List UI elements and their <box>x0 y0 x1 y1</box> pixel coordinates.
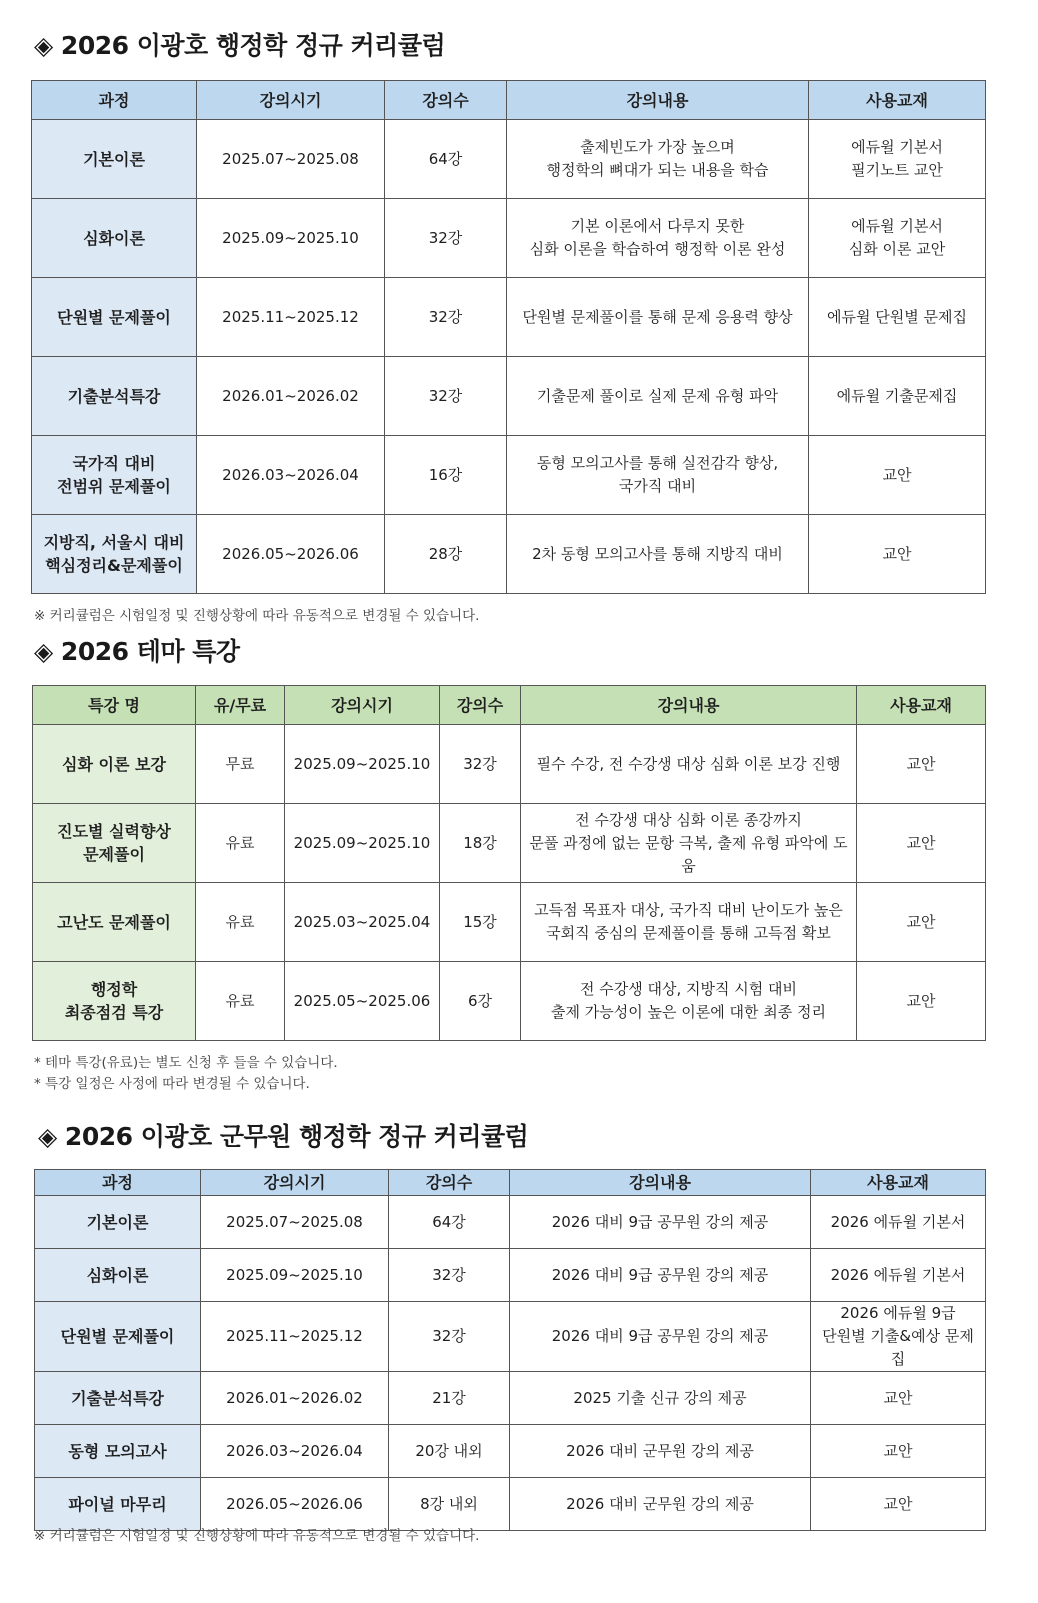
table-cell: 2025 기출 신규 강의 제공 <box>510 1372 811 1425</box>
table-row <box>33 725 986 804</box>
footnote: ※ 커리큘럼은 시험일정 및 진행상황에 따라 유동적으로 변경될 수 있습니다. <box>34 608 480 624</box>
column-header: 강의수 <box>385 81 507 120</box>
table-cell: 전 수강생 대상 심화 이론 종강까지 문풀 과정에 없는 문항 극복, 출제 유형 파악에 도움 <box>521 804 857 883</box>
section2-title: ◈ 2026 테마 특강 <box>34 637 240 666</box>
table-cell: 2026 대비 9급 공무원 강의 제공 <box>510 1249 811 1302</box>
table-cell: 2025.03~2025.04 <box>285 883 440 962</box>
table-cell: 2026.05~2026.06 <box>201 1478 389 1531</box>
footnote: * 특강 일정은 사정에 따라 변경될 수 있습니다. <box>34 1076 310 1092</box>
table-cell: 16강 <box>385 436 507 515</box>
table-cell: 2025.09~2025.10 <box>197 199 385 278</box>
row-label-cell: 단원별 문제풀이 <box>32 278 197 357</box>
table-cell: 2026 에듀윌 9급 단원별 기출&예상 문제집 <box>811 1302 986 1372</box>
table-row <box>32 515 986 594</box>
row-label-cell: 기본이론 <box>35 1196 201 1249</box>
row-label-cell: 심화이론 <box>32 199 197 278</box>
table-cell: 18강 <box>440 804 521 883</box>
table-row <box>35 1425 986 1478</box>
table-cell: 64강 <box>385 120 507 199</box>
table-cell: 교안 <box>809 436 986 515</box>
table-cell: 2025.07~2025.08 <box>197 120 385 199</box>
curriculum-table <box>31 80 986 594</box>
table-row <box>35 1478 986 1531</box>
table-cell: 교안 <box>811 1478 986 1531</box>
table-cell: 에듀윌 단원별 문제집 <box>809 278 986 357</box>
row-label-cell: 파이널 마무리 <box>35 1478 201 1531</box>
row-label-cell: 동형 모의고사 <box>35 1425 201 1478</box>
column-header: 강의수 <box>440 686 521 725</box>
table-cell: 2025.09~2025.10 <box>285 804 440 883</box>
row-label-cell: 진도별 실력향상 문제풀이 <box>33 804 196 883</box>
column-header: 강의내용 <box>521 686 857 725</box>
column-header: 과정 <box>32 81 197 120</box>
table-row <box>33 962 986 1041</box>
table-cell: 2026.03~2026.04 <box>197 436 385 515</box>
table-cell: 6강 <box>440 962 521 1041</box>
table-row <box>32 357 986 436</box>
table-cell: 2026 대비 군무원 강의 제공 <box>510 1478 811 1531</box>
table-cell: 교안 <box>857 804 986 883</box>
table-cell: 고득점 목표자 대상, 국가직 대비 난이도가 높은 국회직 중심의 문제풀이를 통해 고득점 확보 <box>521 883 857 962</box>
table-row <box>35 1196 986 1249</box>
table-cell: 교안 <box>811 1425 986 1478</box>
table-cell: 2025.05~2025.06 <box>285 962 440 1041</box>
table-row <box>35 1249 986 1302</box>
table-cell: 교안 <box>857 962 986 1041</box>
table-cell: 2026 에듀윌 기본서 <box>811 1249 986 1302</box>
table-cell: 8강 내외 <box>389 1478 510 1531</box>
table-cell: 2026 대비 9급 공무원 강의 제공 <box>510 1302 811 1372</box>
column-header: 강의내용 <box>510 1170 811 1196</box>
table-cell: 2차 동형 모의고사를 통해 지방직 대비 <box>507 515 809 594</box>
row-label-cell: 단원별 문제풀이 <box>35 1302 201 1372</box>
table-cell: 2026 대비 9급 공무원 강의 제공 <box>510 1196 811 1249</box>
table-row <box>32 436 986 515</box>
table-cell: 유료 <box>196 962 285 1041</box>
column-header: 사용교재 <box>811 1170 986 1196</box>
row-label-cell: 고난도 문제풀이 <box>33 883 196 962</box>
row-label-cell: 기출분석특강 <box>35 1372 201 1425</box>
row-label-cell: 지방직, 서울시 대비 핵심정리&문제풀이 <box>32 515 197 594</box>
table-cell: 기출문제 풀이로 실제 문제 유형 파악 <box>507 357 809 436</box>
table-cell: 유료 <box>196 804 285 883</box>
table-cell: 2025.07~2025.08 <box>201 1196 389 1249</box>
table-cell: 2026.01~2026.02 <box>201 1372 389 1425</box>
table-cell: 32강 <box>385 278 507 357</box>
table-cell: 15강 <box>440 883 521 962</box>
table-row <box>33 804 986 883</box>
table-header-row <box>35 1170 986 1196</box>
table-row <box>35 1302 986 1372</box>
table-row <box>32 278 986 357</box>
footnote: ※ 커리큘럼은 시험일정 및 진행상황에 따라 유동적으로 변경될 수 있습니다. <box>34 1528 480 1544</box>
section3-title: ◈ 2026 이광호 군무원 행정학 정규 커리큘럼 <box>38 1122 529 1151</box>
table-cell: 32강 <box>389 1302 510 1372</box>
table-cell: 교안 <box>809 515 986 594</box>
table-cell: 무료 <box>196 725 285 804</box>
table-cell: 에듀윌 기본서 필기노트 교안 <box>809 120 986 199</box>
table-cell: 32강 <box>385 357 507 436</box>
table-cell: 2026.03~2026.04 <box>201 1425 389 1478</box>
table-cell: 2025.11~2025.12 <box>197 278 385 357</box>
footnote: * 테마 특강(유료)는 별도 신청 후 들을 수 있습니다. <box>34 1055 338 1071</box>
table-cell: 2025.09~2025.10 <box>201 1249 389 1302</box>
special-lecture-table <box>32 685 986 1041</box>
table-cell: 필수 수강, 전 수강생 대상 심화 이론 보강 진행 <box>521 725 857 804</box>
table-cell: 출제빈도가 가장 높으며 행정학의 뼈대가 되는 내용을 학습 <box>507 120 809 199</box>
table-cell: 20강 내외 <box>389 1425 510 1478</box>
column-header: 강의시기 <box>285 686 440 725</box>
table-cell: 2025.11~2025.12 <box>201 1302 389 1372</box>
table-header-row <box>33 686 986 725</box>
table-cell: 2026.05~2026.06 <box>197 515 385 594</box>
column-header: 특강 명 <box>33 686 196 725</box>
table-cell: 2026 대비 군무원 강의 제공 <box>510 1425 811 1478</box>
table-cell: 32강 <box>440 725 521 804</box>
table-cell: 동형 모의고사를 통해 실전감각 향상, 국가직 대비 <box>507 436 809 515</box>
table-row <box>33 883 986 962</box>
column-header: 사용교재 <box>809 81 986 120</box>
table-cell: 교안 <box>857 725 986 804</box>
military-curriculum-table <box>34 1169 986 1531</box>
row-label-cell: 기출분석특강 <box>32 357 197 436</box>
column-header: 사용교재 <box>857 686 986 725</box>
row-label-cell: 심화이론 <box>35 1249 201 1302</box>
column-header: 과정 <box>35 1170 201 1196</box>
column-header: 강의시기 <box>201 1170 389 1196</box>
table-cell: 28강 <box>385 515 507 594</box>
column-header: 강의내용 <box>507 81 809 120</box>
table-cell: 2025.09~2025.10 <box>285 725 440 804</box>
row-label-cell: 기본이론 <box>32 120 197 199</box>
row-label-cell: 행정학 최종점검 특강 <box>33 962 196 1041</box>
row-label-cell: 국가직 대비 전범위 문제풀이 <box>32 436 197 515</box>
table-cell: 32강 <box>385 199 507 278</box>
table-cell: 에듀윌 기본서 심화 이론 교안 <box>809 199 986 278</box>
column-header: 유/무료 <box>196 686 285 725</box>
table-cell: 교안 <box>857 883 986 962</box>
table-cell: 기본 이론에서 다루지 못한 심화 이론을 학습하여 행정학 이론 완성 <box>507 199 809 278</box>
row-label-cell: 심화 이론 보강 <box>33 725 196 804</box>
table-cell: 전 수강생 대상, 지방직 시험 대비 출제 가능성이 높은 이론에 대한 최종 정리 <box>521 962 857 1041</box>
table-cell: 21강 <box>389 1372 510 1425</box>
column-header: 강의수 <box>389 1170 510 1196</box>
table-cell: 64강 <box>389 1196 510 1249</box>
table-row <box>35 1372 986 1425</box>
section1-title: ◈ 2026 이광호 행정학 정규 커리큘럼 <box>34 31 446 60</box>
table-cell: 32강 <box>389 1249 510 1302</box>
table-cell: 단원별 문제풀이를 통해 문제 응용력 향상 <box>507 278 809 357</box>
table-cell: 유료 <box>196 883 285 962</box>
column-header: 강의시기 <box>197 81 385 120</box>
table-cell: 2026.01~2026.02 <box>197 357 385 436</box>
table-cell: 에듀윌 기출문제집 <box>809 357 986 436</box>
table-row <box>32 199 986 278</box>
table-cell: 교안 <box>811 1372 986 1425</box>
table-cell: 2026 에듀윌 기본서 <box>811 1196 986 1249</box>
table-row <box>32 120 986 199</box>
table-header-row <box>32 81 986 120</box>
